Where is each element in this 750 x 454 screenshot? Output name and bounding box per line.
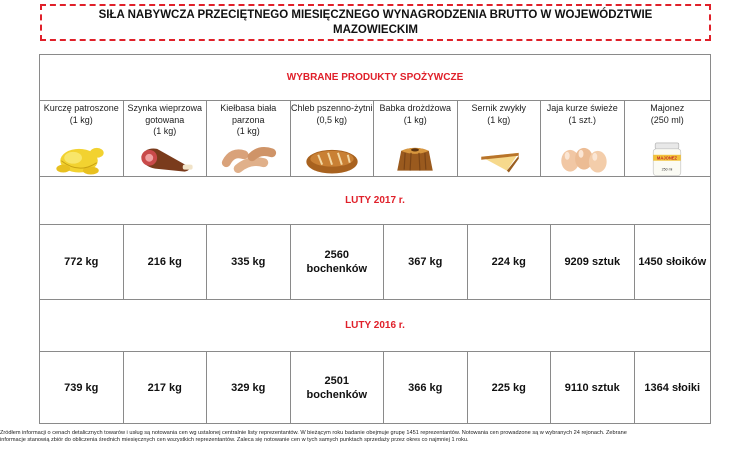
cheesecake-icon <box>469 141 529 177</box>
values-row-2017 <box>40 225 710 300</box>
value-cell: 367 kg <box>384 225 468 299</box>
value-cell: 216 kg <box>124 225 208 299</box>
footnote <box>0 430 750 444</box>
product-unit: (1 kg) <box>403 114 427 125</box>
product-name: Kurczę patroszone <box>43 103 119 113</box>
footnote-line: Źródłem informacji o cenach detalicznych towarów i usług są notowania cen wg ustalonej centralnie listy reprezentantów. W bieżącym roku badanie obejmuje grupę 1451 reprezentantów. Notowania cen prowadzone są w wybranych 24 rejonach. Zebrane <box>0 430 627 436</box>
value-cell: 335 kg <box>207 225 291 299</box>
bundt-cake-icon <box>385 141 445 177</box>
page-title: SIŁA NABYWCZA PRZECIĘTNEGO MIESIĘCZNEGO WYNAGRODZENIA BRUTTO W WOJEWÓDZTWIE MAZOWIECKIM <box>40 4 711 41</box>
product-unit: (1 kg) <box>153 126 177 136</box>
product-unit: (1 kg) <box>236 126 260 136</box>
product-cell <box>541 101 625 176</box>
product-unit: (1 kg) <box>487 114 511 125</box>
products-row <box>40 101 710 177</box>
product-name: Sernik zwykły <box>471 103 526 113</box>
value-cell: 329 kg <box>207 352 291 423</box>
section-title: WYBRANE PRODUKTY SPOŻYWCZE <box>40 55 710 101</box>
value-cell: 9209 sztuk <box>551 225 635 299</box>
ham-icon <box>135 141 195 177</box>
product-name: Majonez <box>650 103 685 113</box>
value-cell: 2560 bochenków <box>291 225 385 299</box>
period-label-2017: LUTY 2017 r. <box>40 177 710 225</box>
product-name: Chleb pszenno-żytni <box>290 103 373 113</box>
purchasing-power-table <box>39 54 711 424</box>
product-unit: (0,5 kg) <box>316 114 347 125</box>
product-name: Szynka wieprzowa gotowana <box>127 103 203 125</box>
product-name: Babka drożdżowa <box>379 103 452 113</box>
value-cell: 217 kg <box>124 352 208 423</box>
sausage-icon <box>218 141 278 177</box>
value-cell: 366 kg <box>384 352 468 423</box>
product-cell <box>625 101 711 176</box>
values-row-2016 <box>40 352 710 423</box>
product-name: Jaja kurze świeże <box>546 103 618 113</box>
product-name: Kiełbasa biała parzona <box>220 103 277 125</box>
footnote-line: informacje stanowią zbiór do obliczenia średnich miesięcznych cen wszystkich reprezentantów. Zaleca się notowanie cen w tych samych punktach sprzedaży przez okres co najmniej 1 roku. <box>0 437 469 443</box>
eggs-icon <box>552 141 612 177</box>
product-cell <box>374 101 458 176</box>
product-unit: (1 kg) <box>69 114 93 125</box>
product-unit: (250 ml) <box>650 114 684 125</box>
jar-label: MAJONEZ <box>657 154 678 160</box>
value-cell: 224 kg <box>468 225 552 299</box>
mayonnaise-jar-icon <box>637 141 697 177</box>
value-cell: 2501 bochenków <box>291 352 385 423</box>
chicken-icon <box>51 141 111 177</box>
value-cell: 1364 słoiki <box>644 381 701 394</box>
value-cell: 9110 sztuk <box>551 352 635 423</box>
product-cell <box>124 101 208 176</box>
product-cell <box>207 101 291 176</box>
value-cell: 225 kg <box>468 352 552 423</box>
period-label-2016: LUTY 2016 r. <box>40 300 710 352</box>
product-unit: (1 szt.) <box>568 114 596 125</box>
value-cell: 1450 słoików <box>638 256 707 268</box>
product-cell <box>458 101 542 176</box>
product-cell <box>40 101 124 176</box>
product-cell <box>291 101 375 176</box>
jar-volume: 250 ml <box>661 167 673 172</box>
value-cell: 772 kg <box>40 225 124 299</box>
value-cell: 739 kg <box>40 352 124 423</box>
bread-icon <box>302 141 362 177</box>
